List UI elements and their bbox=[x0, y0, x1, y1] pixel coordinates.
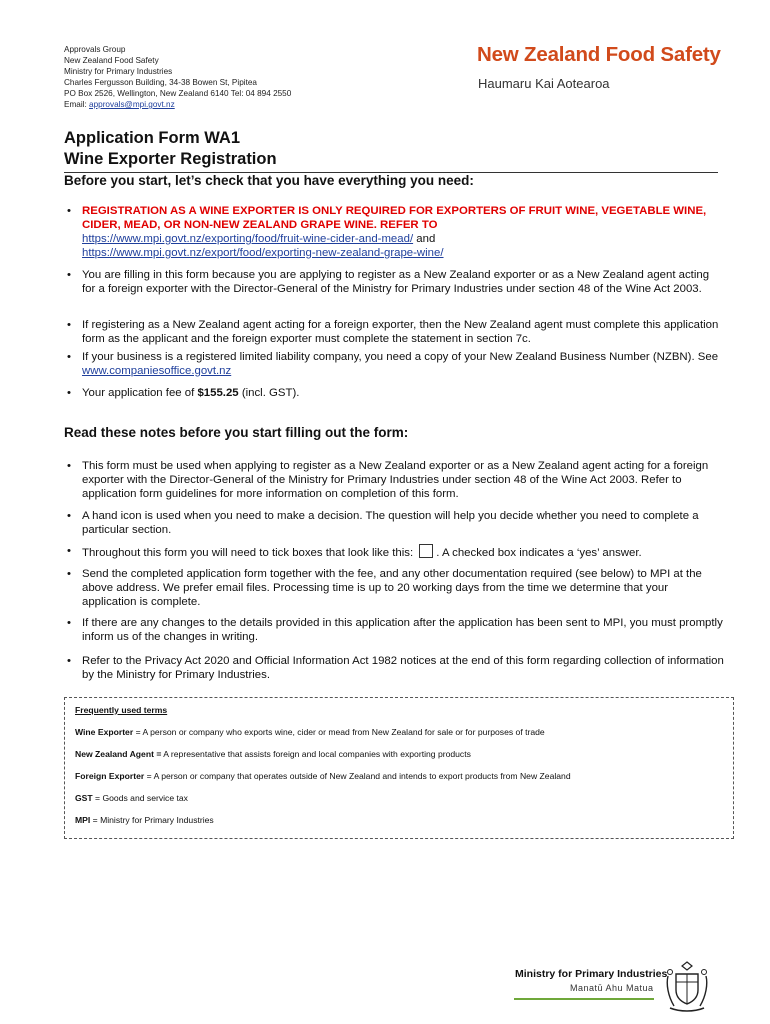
terms-box bbox=[64, 697, 734, 839]
fee-suffix: (incl. GST). bbox=[238, 387, 300, 399]
address-line: Ministry for Primary Industries bbox=[64, 67, 173, 76]
list-item bbox=[64, 318, 724, 346]
list-item-text: If your business is a registered limited liability company, you need a copy of your New Zealand Business Number (NZBN). See bbox=[82, 351, 719, 363]
term-name: MPI bbox=[75, 815, 91, 825]
term-name: GST bbox=[75, 793, 93, 803]
nzfs-logo-title: New Zealand Food Safety bbox=[477, 43, 721, 66]
mpi-logo-underline bbox=[514, 998, 654, 1000]
list-item-text: . A checked box indicates a ‘yes’ answer. bbox=[436, 547, 642, 559]
mpi-logo-title: Ministry for Primary Industries bbox=[515, 968, 668, 980]
fee-amount: $155.25 bbox=[197, 387, 239, 399]
sample-checkbox-icon bbox=[419, 544, 433, 558]
list-item-text: Throughout this form you will need to tick boxes that look like this: bbox=[82, 547, 417, 559]
bullet-icon: • bbox=[67, 387, 71, 399]
list-item-text: Refer to the Privacy Act 2020 and Official Information Act 1982 notices at the end of this form regarding collection of information by the Ministry for Primary Industries. bbox=[82, 655, 724, 681]
term-row bbox=[75, 815, 214, 825]
bullet-icon: • bbox=[67, 205, 71, 217]
term-name: New Zealand Agent = bbox=[75, 749, 162, 759]
list-item-text: This form must be used when applying to register as a New Zealand exporter or as a New Zealand agent acting for a foreign exporter with the Director-General of the Ministry for Primary Industries under section 48 of the Wine Act 2003. Refer to application form guidelines for more information on completion of this form. bbox=[82, 460, 709, 500]
fruit-wine-link[interactable]: https://www.mpi.govt.nz/exporting/food/fruit-wine-cider-and-mead/ bbox=[82, 233, 414, 245]
address-block bbox=[64, 44, 291, 110]
list-item bbox=[64, 544, 724, 560]
section-heading-before-start: Before you start, let’s check that you have everything you need: bbox=[64, 173, 474, 188]
bullet-icon: • bbox=[67, 617, 71, 629]
term-name: Wine Exporter bbox=[75, 727, 134, 737]
mpi-logo-subtitle: Manatū Ahu Matua bbox=[570, 983, 654, 993]
list-item bbox=[64, 654, 724, 682]
page-title bbox=[64, 128, 277, 170]
list-item-text: You are filling in this form because you are applying to register as a New Zealand exporter or as a New Zealand agent acting for a foreign exporter with the Director-General of the Ministry for Primary Industries under section 48 of the Wine Act 2003. bbox=[82, 269, 710, 295]
fee-text: Your application fee of bbox=[82, 387, 198, 399]
bullet-icon: • bbox=[67, 351, 71, 363]
list-item-text: If registering as a New Zealand agent acting for a foreign exporter, then the New Zealand agent must complete this application form as the applicant and the foreign exporter must complete the statement in section 7c. bbox=[82, 319, 719, 345]
list-item-text: A hand icon is used when you need to make a decision. The question will help you decide whether you need to complete a particular section. bbox=[82, 510, 699, 536]
term-row bbox=[75, 771, 571, 781]
bullet-icon: • bbox=[67, 568, 71, 580]
bullet-icon: • bbox=[67, 269, 71, 281]
address-line: New Zealand Food Safety bbox=[64, 56, 159, 65]
term-definition: = A person or company who exports wine, cider or mead from New Zealand for sale or for purposes of trade bbox=[133, 727, 545, 737]
form-number: Application Form WA1 bbox=[64, 129, 241, 147]
list-item bbox=[64, 616, 724, 644]
address-line: PO Box 2526, Wellington, New Zealand 6140 Tel: 04 894 2550 bbox=[64, 89, 292, 98]
bullet-icon: • bbox=[67, 545, 71, 557]
address-line: Charles Fergusson Building, 34-38 Bowen St, Pipitea bbox=[64, 78, 257, 87]
grape-wine-link[interactable]: https://www.mpi.govt.nz/export/food/exporting-new-zealand-grape-wine/ bbox=[82, 247, 444, 259]
email-line bbox=[64, 99, 291, 110]
list-item bbox=[64, 459, 724, 501]
and-text: and bbox=[416, 233, 436, 245]
list-item-text: Send the completed application form together with the fee, and any other documentation required (see below) to MPI at the above address. We prefer email files. Processing time is up to 20 working days from the time we determine that your application is complete. bbox=[82, 568, 702, 608]
term-row bbox=[75, 749, 471, 759]
nzfs-logo-subtitle: Haumaru Kai Aotearoa bbox=[478, 76, 610, 91]
bullet-icon: • bbox=[67, 655, 71, 667]
term-row bbox=[75, 727, 545, 737]
terms-heading: Frequently used terms bbox=[75, 705, 168, 715]
term-definition: = Ministry for Primary Industries bbox=[90, 815, 214, 825]
bullet-icon: • bbox=[67, 460, 71, 472]
form-name: Wine Exporter Registration bbox=[64, 150, 277, 168]
term-name: Foreign Exporter bbox=[75, 771, 145, 781]
list-item bbox=[64, 350, 724, 378]
nz-coat-of-arms-icon bbox=[664, 960, 710, 1014]
term-definition: A representative that assists foreign and local companies with exporting products bbox=[161, 749, 471, 759]
email-link[interactable]: approvals@mpi.govt.nz bbox=[89, 100, 175, 109]
list-item bbox=[64, 567, 724, 609]
list-item bbox=[64, 509, 724, 537]
list-item bbox=[64, 204, 724, 260]
list-item-text: If there are any changes to the details provided in this application after the application has been sent to MPI, you must promptly inform us of the changes in writing. bbox=[82, 617, 723, 643]
email-label: Email: bbox=[64, 100, 90, 109]
address-line: Approvals Group bbox=[64, 45, 126, 54]
section-heading-notes: Read these notes before you start filling out the form: bbox=[64, 425, 409, 440]
list-item bbox=[64, 268, 724, 296]
term-row bbox=[75, 793, 188, 803]
term-definition: = A person or company that operates outside of New Zealand and intends to export products from New Zealand bbox=[144, 771, 571, 781]
list-item bbox=[64, 386, 724, 400]
term-definition: = Goods and service tax bbox=[92, 793, 188, 803]
bullet-icon: • bbox=[67, 510, 71, 522]
registration-notice: REGISTRATION AS A WINE EXPORTER IS ONLY REQUIRED FOR EXPORTERS OF FRUIT WINE, VEGETABLE WINE, CIDER, MEAD, OR NON-NEW ZEALAND GRAPE WINE. REFER TO bbox=[82, 205, 707, 231]
bullet-icon: • bbox=[67, 319, 71, 331]
companies-office-link[interactable]: www.companiesoffice.govt.nz bbox=[82, 365, 232, 377]
